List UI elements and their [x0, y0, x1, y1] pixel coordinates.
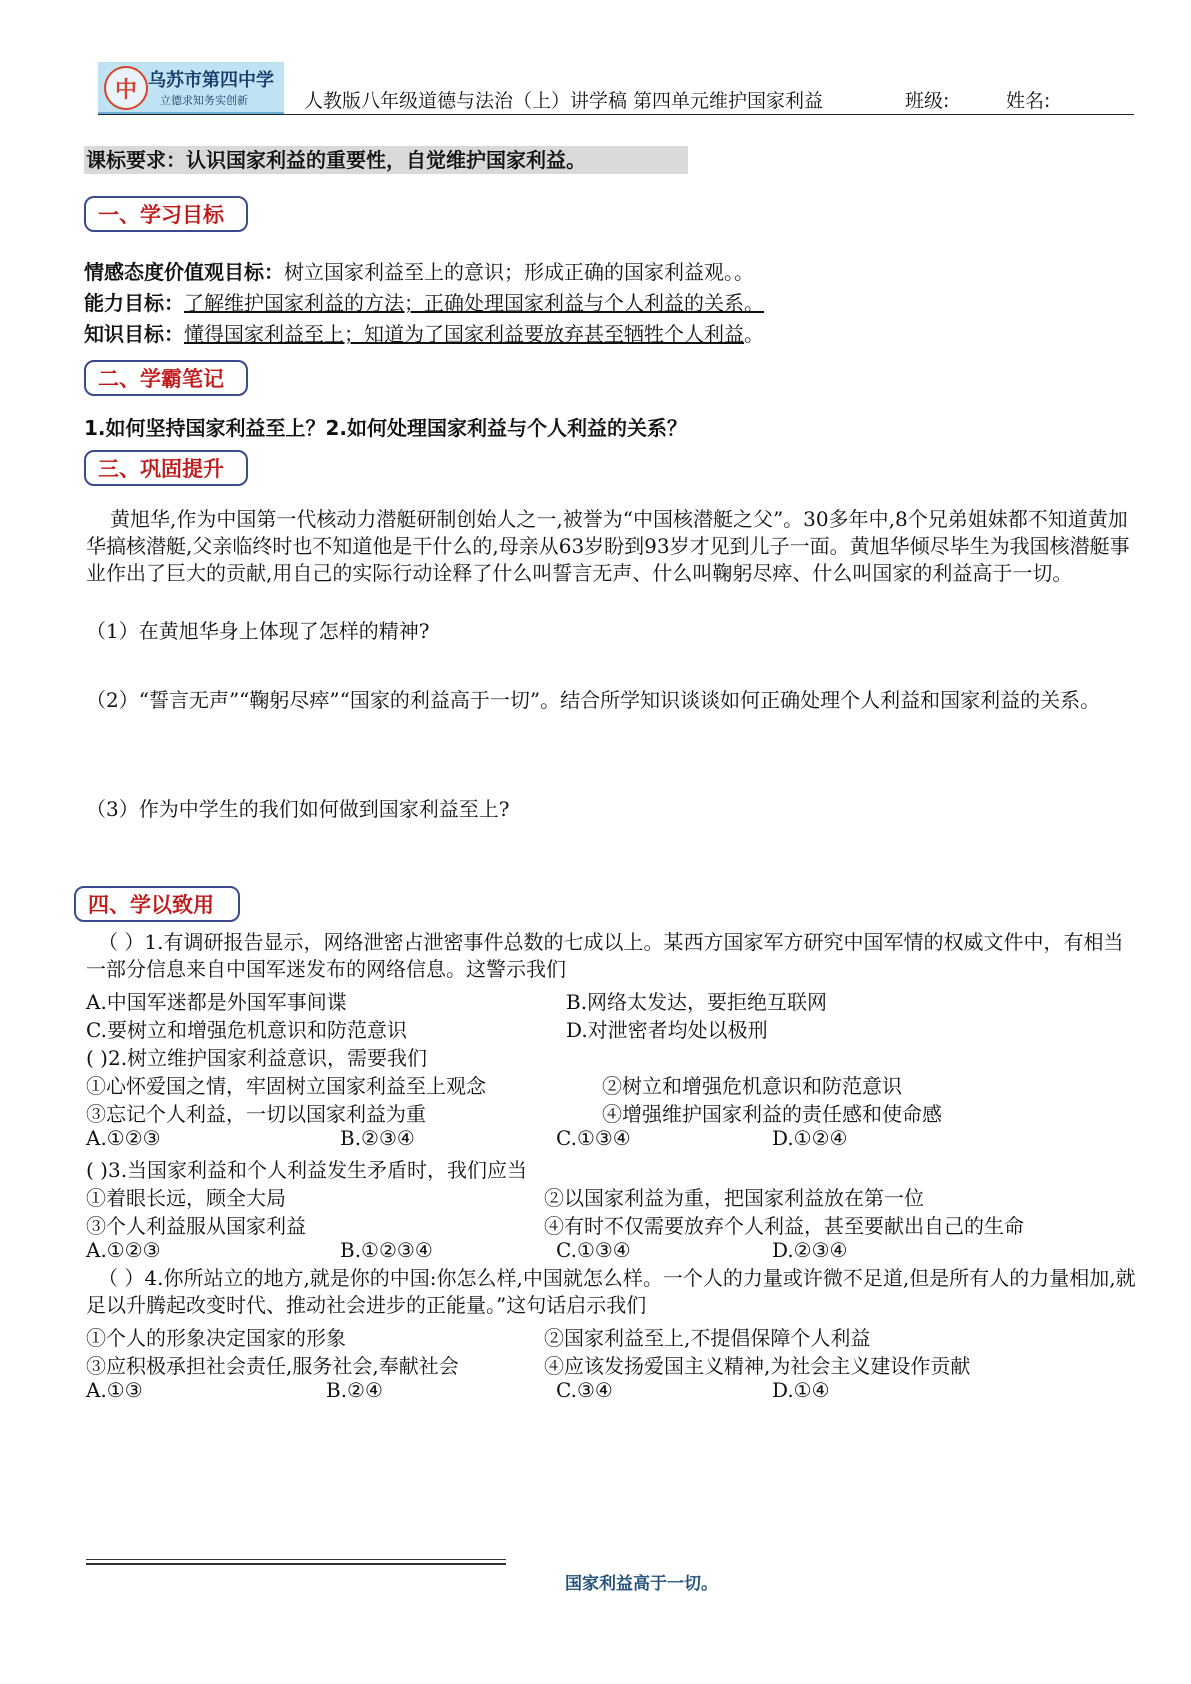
- footer-divider: [86, 1563, 506, 1565]
- footer-motto: 国家利益高于一切。: [565, 1574, 718, 1594]
- mcq-2-item-4: ④增强维护国家利益的责任感和使命感: [602, 1102, 942, 1126]
- question-3: （3）作为中学生的我们如何做到国家利益至上?: [86, 797, 510, 821]
- school-name: 乌苏市第四中学: [148, 70, 274, 91]
- mcq-4-item-3: ③应积极承担社会责任,服务社会,奉献社会: [86, 1354, 459, 1378]
- study-notes: 1.如何坚持国家利益至上？2.如何处理国家利益与个人利益的关系？: [84, 416, 688, 440]
- mcq-2-option-a: A.①②③: [86, 1126, 161, 1150]
- mcq-4-option-d: D.①④: [772, 1378, 830, 1402]
- mcq-4-option-b: B.②④: [326, 1378, 383, 1402]
- school-logo: [98, 62, 284, 114]
- question-2: （2）“誓言无声”“鞠躬尽瘁”“国家的利益高于一切”。结合所学知识谈谈如何正确处理个人利益和国家利益的关系。: [86, 688, 1101, 712]
- goal-text: 树立国家利益至上的意识；形成正确的国家利益观。。: [284, 260, 754, 284]
- question-1: （1）在黄旭华身上体现了怎样的精神?: [86, 619, 430, 643]
- mcq-2-option-c: C.①③④: [556, 1126, 631, 1150]
- mcq-4-stem: （ ）4.你所站立的地方,就是你的中国:你怎么样,中国就怎么样。一个人的力量或许微不足道,但是所有人的力量相加,就足以升腾起改变时代、推动社会进步的正能量。”这句话启示我们: [86, 1266, 1136, 1317]
- mcq-4-item-2: ②国家利益至上,不提倡保障个人利益: [544, 1326, 871, 1350]
- footer-divider: [86, 1559, 506, 1560]
- case-passage: 黄旭华,作为中国第一代核动力潜艇研制创始人之一,被誉为“中国核潜艇之父”。30多年中,8个兄弟姐妹都不知道黄加华搞核潜艇,父亲临终时也不知道他是干什么的,母亲从63岁盼到93岁才见到儿子一面。黄旭华倾尽毕生为我国核潜艇事业作出了巨大的贡献,用自己的实际行动诠释了什么叫誓言无声、什么叫鞠躬尽瘁、什么叫国家的利益高于一切。: [86, 507, 1130, 585]
- mcq-2-stem: ( )2.树立维护国家利益意识，需要我们: [86, 1046, 428, 1070]
- name-label: 姓名:: [1006, 90, 1051, 112]
- goal-attitude: [84, 256, 754, 285]
- mcq-2-item-3: ③忘记个人利益，一切以国家利益为重: [86, 1102, 426, 1126]
- goal-label: 知识目标：: [84, 322, 184, 346]
- mcq-4-option-a: A.①③: [86, 1378, 143, 1402]
- goal-label: 能力目标：: [84, 291, 184, 315]
- mcq-3-option-b: B.①②③④: [340, 1238, 433, 1262]
- section-title-learning-goals: 一、学习目标: [84, 196, 248, 232]
- document-title: 人教版八年级道德与法治（上）讲学稿 第四单元维护国家利益: [304, 90, 824, 112]
- mcq-1-option-d: D.对泄密者均处以极刑: [566, 1018, 768, 1042]
- mcq-1-option-c: C.要树立和增强危机意识和防范意识: [86, 1018, 407, 1042]
- mcq-3-option-c: C.①③④: [556, 1238, 631, 1262]
- mcq-3-option-d: D.②③④: [772, 1238, 848, 1262]
- mcq-2-item-2: ②树立和增强危机意识和防范意识: [602, 1074, 902, 1098]
- mcq-2-option-b: B.②③④: [340, 1126, 415, 1150]
- section-title-application: 四、学以致用: [74, 886, 240, 922]
- mcq-3-item-2: ②以国家利益为重，把国家利益放在第一位: [544, 1186, 924, 1210]
- school-motto: 立德求知务实创新: [160, 94, 248, 107]
- mcq-3-stem: ( )3.当国家利益和个人利益发生矛盾时，我们应当: [86, 1158, 528, 1182]
- mcq-3-option-a: A.①②③: [86, 1238, 161, 1262]
- mcq-1-option-a: A.中国军迷都是外国军事间谍: [86, 990, 347, 1014]
- header-divider: [98, 114, 1134, 115]
- goal-text: 了解维护国家利益的方法；正确处理国家利益与个人利益的关系。: [184, 291, 764, 315]
- goal-text: 懂得国家利益至上；知道为了国家利益要放弃甚至牺牲个人利益: [184, 322, 744, 346]
- mcq-1-stem: （ ）1.有调研报告显示，网络泄密占泄密事件总数的七成以上。某西方国家军方研究中国军情的权威文件中，有相当一部分信息来自中国军迷发布的网络信息。这警示我们: [86, 930, 1124, 981]
- section-title-consolidation: 三、巩固提升: [84, 450, 248, 486]
- mcq-4-item-4: ④应该发扬爱国主义精神,为社会主义建设作贡献: [544, 1354, 971, 1378]
- mcq-4-option-c: C.③④: [556, 1378, 613, 1402]
- mcq-2-option-d: D.①②④: [772, 1126, 848, 1150]
- school-emblem-icon: [104, 66, 148, 110]
- mcq-1-option-b: B.网络太发达，要拒绝互联网: [566, 990, 828, 1014]
- section-title-study-notes: 二、学霸笔记: [84, 360, 248, 396]
- mcq-3-item-1: ①着眼长远，顾全大局: [86, 1186, 286, 1210]
- class-label: 班级:: [905, 90, 950, 112]
- mcq-3-item-4: ④有时不仅需要放弃个人利益，甚至要献出自己的生命: [544, 1214, 1024, 1238]
- mcq-4-item-1: ①个人的形象决定国家的形象: [86, 1326, 346, 1350]
- goal-knowledge: [84, 318, 764, 347]
- mcq-3-item-3: ③个人利益服从国家利益: [86, 1214, 306, 1238]
- goal-text-tail: 。: [744, 322, 764, 346]
- goal-ability: [84, 287, 764, 316]
- curriculum-requirement: 课标要求：认识国家利益的重要性，自觉维护国家利益。: [84, 146, 688, 174]
- goal-label: 情感态度价值观目标：: [84, 260, 284, 284]
- mcq-2-item-1: ①心怀爱国之情，牢固树立国家利益至上观念: [86, 1074, 486, 1098]
